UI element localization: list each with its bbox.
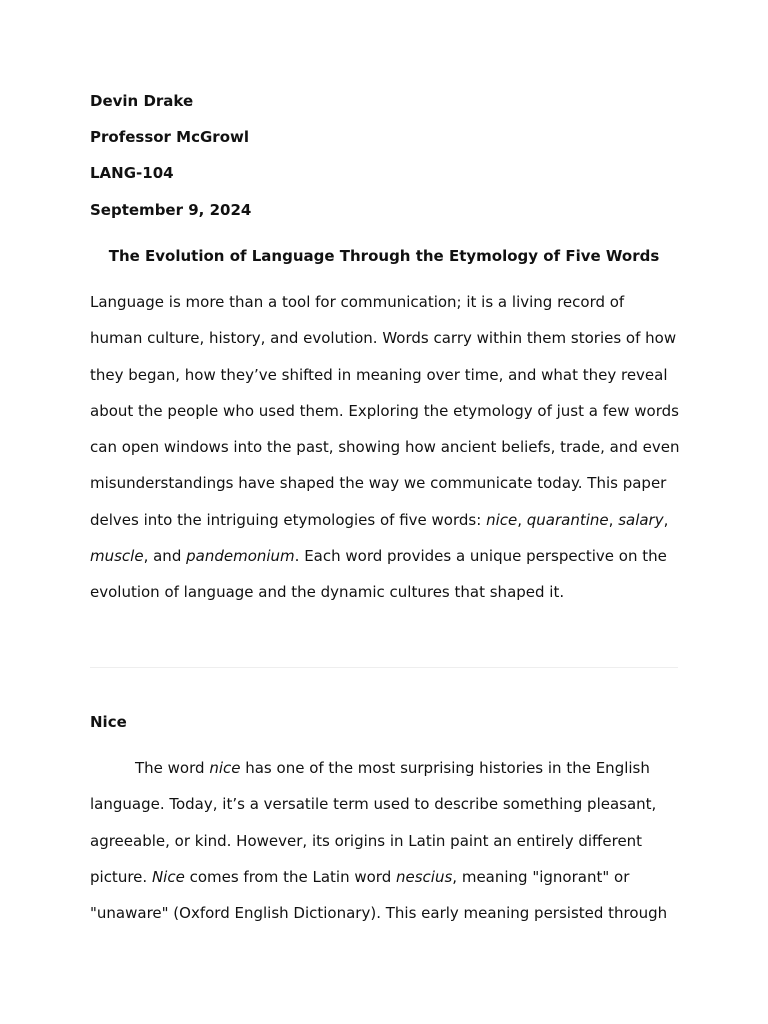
intro-sep-1: , bbox=[517, 510, 527, 529]
paper-date: September 9, 2024 bbox=[90, 201, 252, 219]
intro-word-pandemonium: pandemonium bbox=[186, 547, 295, 566]
intro-word-salary: salary bbox=[618, 510, 664, 529]
intro-word-nice: nice bbox=[486, 510, 518, 529]
professor-name: Professor McGrowl bbox=[90, 128, 250, 146]
intro-word-muscle: muscle bbox=[90, 547, 144, 566]
section-heading-nice: Nice bbox=[90, 713, 127, 731]
nice-word-nice-capital: Nice bbox=[151, 867, 185, 886]
intro-word-quarantine: quarantine bbox=[526, 510, 609, 529]
nice-word-nescius: nescius bbox=[396, 867, 453, 886]
nice-text-4: , meaning "ignorant" or "unaware" (Oxford English Dictionary). This early meaning persisted through bbox=[90, 867, 668, 923]
intro-sep-4: , and bbox=[143, 547, 187, 566]
intro-sep-3: , bbox=[663, 510, 669, 529]
nice-text-1: The word bbox=[135, 759, 210, 777]
course-code: LANG-104 bbox=[90, 164, 174, 182]
nice-paragraph bbox=[90, 750, 680, 931]
nice-word-nice: nice bbox=[209, 759, 241, 777]
intro-sep-2: , bbox=[608, 510, 619, 529]
intro-text-1: Language is more than a tool for communication; it is a living record of human culture, history, and evolution. Words carry within them stories of how they began, how they’ve shifted in meaning over time, and what they reveal about the people who used them. Exploring the etymology of just a few words can open windows into the past, showing how ancient beliefs, trade, and even misunderstandings have shaped the way we communicate today. This paper delves into the intriguing etymologies of five words: bbox=[90, 293, 680, 529]
intro-text-2: . Each word provides a unique perspective on the evolution of language and the dynamic cultures that shaped it. bbox=[90, 547, 667, 602]
intro-paragraph bbox=[90, 284, 680, 611]
author-name: Devin Drake bbox=[90, 92, 194, 110]
paper-title: The Evolution of Language Through the Etymology of Five Words bbox=[108, 247, 660, 265]
nice-text-2: has one of the most surprising histories in the English language. Today, it’s a versatile term used to describe something pleasant, agreeable, or kind. However, its origins in Latin paint an entirely different picture. bbox=[90, 759, 657, 886]
section-divider bbox=[90, 667, 678, 668]
nice-text-3: comes from the Latin word bbox=[184, 867, 396, 886]
